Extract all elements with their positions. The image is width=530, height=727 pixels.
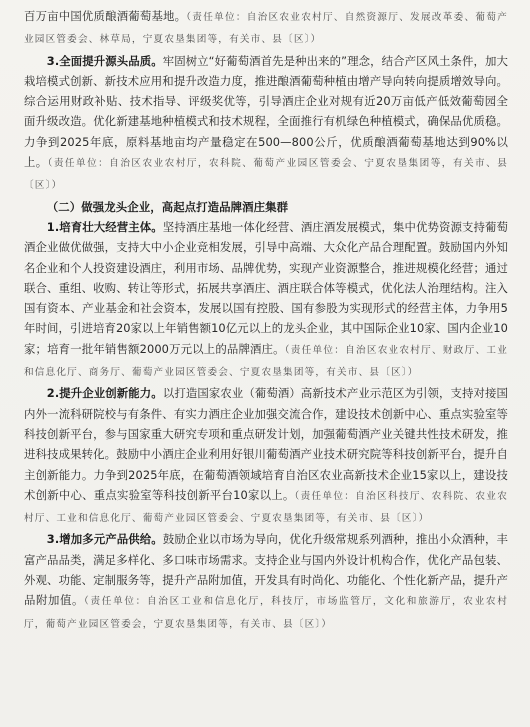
item-title: 3.全面提升源头品质。 <box>46 53 163 68</box>
paragraph-text: 牢固树立“好葡萄酒首先是种出来的”理念，结合产区风土条件，加大栽培模式创新、新技术应用和提升改造力度，推进酿酒葡萄种植由增产导向转向提质增效导向。综合运用财政补贴、技术指导、评级奖优等，引导酒庄企业对规有近20万亩低产低效葡萄园全面升级改造。优化新建基地种植模式和技术规程，全面推行有机绿色种植模式，确保品优质稳。力争到2025年底，原料基地亩均产量稳定在500—800公斤，优质酿酒葡萄基地达到90%以上。 <box>24 53 509 170</box>
item-title: 3.增加多元产品供给。 <box>46 532 163 547</box>
paragraph-innovation-capacity <box>24 383 508 529</box>
paragraph-text: 坚持酒庄基地一体化经营、酒庄酒发展模式，集中优势资源支持葡萄酒企业做优做强，支持大中小企业竞相发展，引导中高端、大众化产品合理配置。鼓励国内外知名企业和个人投资建设酒庄，利用市场、品牌优势，实现产业资源整合，推进规模化经营；通过联合、重组、收购、转让等形式，拓展共享酒庄、酒庄联合体等模式，优化法人治理结构。注入国有资本、产业基金和社会资本，发展以国有控股、国有参股为实现形式的经营主体，力争用5年时间，引进培育20家以上年销售额10亿元以上的龙头企业，其中国际企业10家、国内企业10家；培育一批年销售额2000万元以上的品牌酒庄。 <box>24 219 508 356</box>
paragraph-text: 鼓励企业以市场为导向，优化升级常规系列酒种，推出小众酒种，丰富产品品类，满足多样化、多口味市场需求。支持企业与国内外设计机构合作，优化产品包装、外观、功能、定制服务等，提升产品附加值，开发具有时尚化、功能化、个性化新产品，提升产品附加值。 <box>24 532 508 608</box>
item-title: 1.培育壮大经营主体。 <box>46 219 163 234</box>
responsible-units: （责任单位：自治区农业农村厅、自然资源厅、发展改革委、葡萄产业园区管委会、林草局，宁夏农垦集团等，有关市、县〔区〕） <box>24 12 509 46</box>
paragraph-text: 百万亩中国优质酿酒葡萄基地。 <box>24 9 187 23</box>
paragraph-base-expansion <box>24 6 508 51</box>
section-heading: （二）做强龙头企业，高起点打造品牌酒庄集群 <box>46 199 289 214</box>
paragraph-business-entities <box>24 217 508 383</box>
responsible-units: （责任单位：自治区农业农村厅、财政厅、工业和信息化厅、商务厅、葡萄产业园区管委会、宁夏农垦集团等，有关市、县〔区〕） <box>24 344 508 379</box>
paragraph-product-supply <box>24 529 508 634</box>
paragraph-source-quality <box>24 51 508 197</box>
document-body <box>24 6 508 635</box>
responsible-units: （责任单位：自治区科技厅、农科院、农业农村厅、工业和信息化厅、葡萄产业园区管委会、宁夏农垦集团等，有关市、县〔区〕） <box>24 490 508 525</box>
item-title: 2.提升企业创新能力。 <box>46 386 163 401</box>
responsible-units: （责任单位：自治区工业和信息化厅，科技厅，市场监管厅，文化和旅游厅，农业农村厅，葡萄产业园区管委会，宁夏农垦集团等，有关市、县〔区〕） <box>24 596 508 630</box>
paragraph-text: 以打造国家农业（葡萄酒）高新技术产业示范区为引领，支持对接国内外一流科研院校与有条件、有实力酒庄企业加强交流合作，建设技术创新中心、重点实验室等科技创新平台，参与国家重大研究专项和重点研发计划，加强葡萄酒产业关键共性技术研发，推进科技成果转化。鼓励中小酒庄企业利用好银川葡萄酒产业技术研究院等科技创新平台，提升自主创新能力。力争到2025年底，在葡萄酒领域培育自治区农业高新技术企业15家以上，建设技术创新中心、重点实验室等科技创新平台10家以上。 <box>24 386 508 502</box>
responsible-units: （责任单位：自治区农业农村厅，农科院、葡萄产业园区管委会、宁夏农垦集团等，有关市、县〔区〕） <box>24 158 508 192</box>
